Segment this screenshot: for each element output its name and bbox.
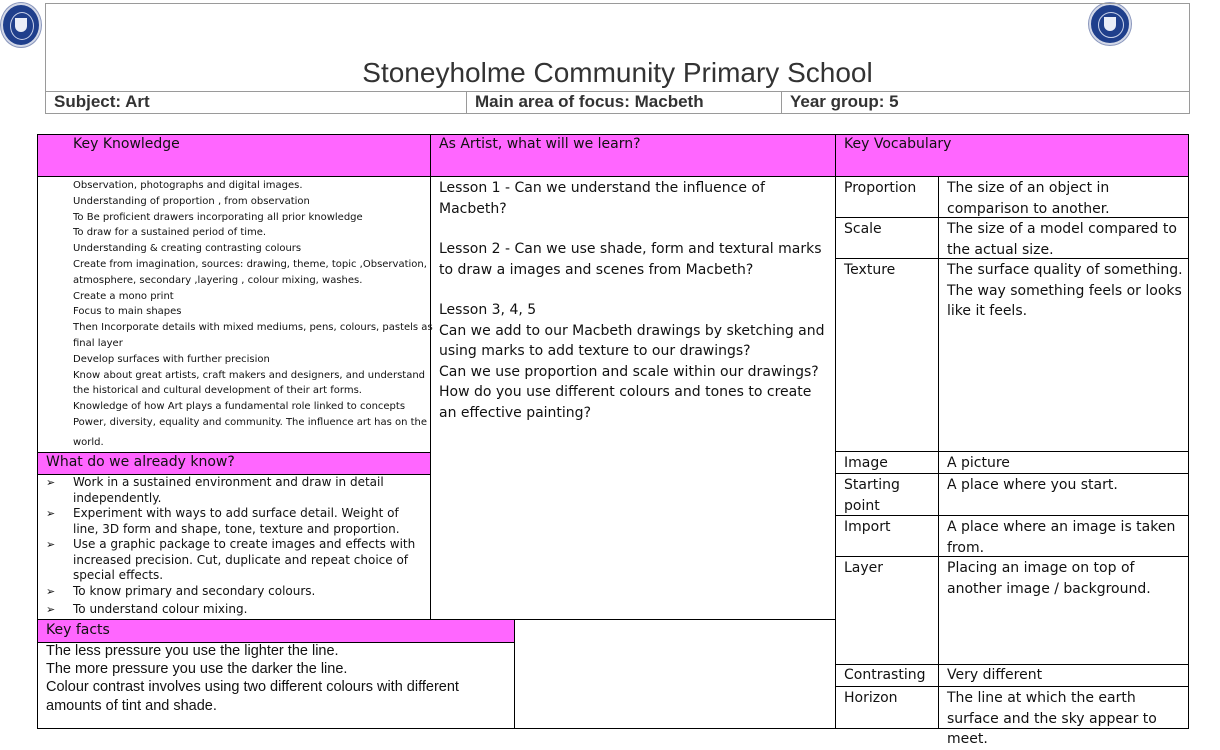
year-group-label: Year group: 5 xyxy=(790,92,899,111)
key-knowledge-line: Know about great artists, craft makers and designers, and understand xyxy=(73,369,426,381)
key-fact-line: The more pressure you use the darker the line. xyxy=(46,661,348,678)
artist-heading: As Artist, what will we learn? xyxy=(439,136,641,152)
key-knowledge-line: To draw for a sustained period of time. xyxy=(73,227,267,239)
key-knowledge-line: Focus to main shapes xyxy=(73,306,182,318)
arrowhead-bullet-icon: ➢ xyxy=(46,476,56,489)
key-knowledge-list xyxy=(73,178,433,451)
lesson-2: Lesson 2 - Can we use shade, form and textural marks to draw a images and scenes from Macbeth? xyxy=(439,241,822,278)
key-knowledge-line: Create a mono print xyxy=(73,290,174,302)
vocab-term: Import xyxy=(844,519,891,535)
vocab-definition: The surface quality of something. The way something feels or looks like it feels. xyxy=(947,262,1183,319)
arrowhead-bullet-icon: ➢ xyxy=(46,584,56,598)
key-facts-heading: Key facts xyxy=(46,622,110,638)
vocab-definition: A place where an image is taken from. xyxy=(947,519,1176,556)
key-knowledge-line: Develop surfaces with further precision xyxy=(73,353,270,365)
vocab-definition: Very different xyxy=(947,667,1043,683)
lesson-question: How do you use different colours and tones to create an effective painting? xyxy=(439,384,812,421)
key-knowledge-line: atmosphere, secondary ,layering , colour mixing, washes. xyxy=(73,274,363,286)
arrowhead-bullet-icon: ➢ xyxy=(46,507,56,520)
key-knowledge-line: the historical and cultural development of their art forms. xyxy=(73,385,362,397)
vocab-term: Contrasting xyxy=(844,667,926,683)
focus-label: Main area of focus: Macbeth xyxy=(475,92,704,111)
arrowhead-bullet-icon: ➢ xyxy=(46,603,56,616)
vocab-definition: Placing an image on top of another image / background. xyxy=(947,560,1151,597)
vocab-definition: The size of a model compared to the actual size. xyxy=(947,221,1177,258)
vocab-definition: The line at which the earth surface and the sky appear to meet. xyxy=(947,690,1157,747)
subject-label: Subject: Art xyxy=(54,92,150,111)
vocab-definition: A picture xyxy=(947,455,1010,471)
vocab-term: Texture xyxy=(844,262,896,278)
key-knowledge-line: To Be proficient drawers incorporating all prior knowledge xyxy=(73,211,363,223)
key-knowledge-line: Understanding of proportion , from observation xyxy=(73,195,310,207)
vocab-term: Scale xyxy=(844,221,882,237)
list-item: ➢ Experiment with ways to add surface detail. Weight of line, 3D form and shape, tone, texture and proportion. xyxy=(46,506,400,536)
key-knowledge-line: Power, diversity, equality and community. The influence art has on the xyxy=(73,416,428,428)
key-knowledge-line: Understanding & creating contrasting colours xyxy=(73,243,302,255)
already-know-heading: What do we already know? xyxy=(46,454,235,470)
key-knowledge-line: Create from imagination, sources: drawing, theme, topic ,Observation, xyxy=(73,258,427,270)
key-knowledge-line: Then Incorporate details with mixed mediums, pens, colours, pastels as xyxy=(73,322,433,334)
key-knowledge-line: Knowledge of how Art plays a fundamental role linked to concepts xyxy=(73,401,406,413)
key-knowledge-line: Observation, photographs and digital images. xyxy=(73,180,303,191)
arrowhead-bullet-icon: ➢ xyxy=(46,538,56,551)
key-knowledge-line: final layer xyxy=(73,337,123,349)
key-knowledge-line: world. xyxy=(73,436,104,448)
list-item: ➢ To understand colour mixing. xyxy=(46,602,248,616)
vocab-term: Starting point xyxy=(844,477,900,514)
artist-lessons xyxy=(439,178,831,423)
vocab-term: Proportion xyxy=(844,180,917,196)
vocab-term: Image xyxy=(844,455,888,471)
list-item: ➢ To know primary and secondary colours. xyxy=(46,583,316,598)
vocab-definition: A place where you start. xyxy=(947,477,1118,493)
school-crest-icon-left xyxy=(1,3,41,47)
key-vocabulary-heading: Key Vocabulary xyxy=(844,136,952,152)
vocab-term: Layer xyxy=(844,560,884,576)
key-facts-text xyxy=(46,642,506,715)
vocab-term: Horizon xyxy=(844,690,898,706)
key-knowledge-heading: Key Knowledge xyxy=(73,136,180,152)
list-item: ➢ Work in a sustained environment and draw in detail independently. xyxy=(46,475,384,505)
lesson-question: Can we use proportion and scale within our drawings? xyxy=(439,363,819,380)
key-fact-line: Colour contrast involves using two different colours with different amounts of tint and shade. xyxy=(46,679,459,714)
lesson-1: Lesson 1 - Can we understand the influence of Macbeth? xyxy=(439,180,765,217)
already-know-list xyxy=(46,475,425,618)
lesson-3-4-5-title: Lesson 3, 4, 5 xyxy=(439,302,537,318)
list-item: ➢ Use a graphic package to create images and effects with increased precision. Cut, duplicate and repeat choice of special effects. xyxy=(46,537,416,582)
lesson-question: Can we add to our Macbeth drawings by sketching and using marks to add texture to our drawings? xyxy=(439,322,825,359)
vocab-definition: The size of an object in comparison to another. xyxy=(947,180,1110,217)
school-name: Stoneyholme Community Primary School xyxy=(362,57,873,88)
key-fact-line: The less pressure you use the lighter the line. xyxy=(46,643,339,659)
